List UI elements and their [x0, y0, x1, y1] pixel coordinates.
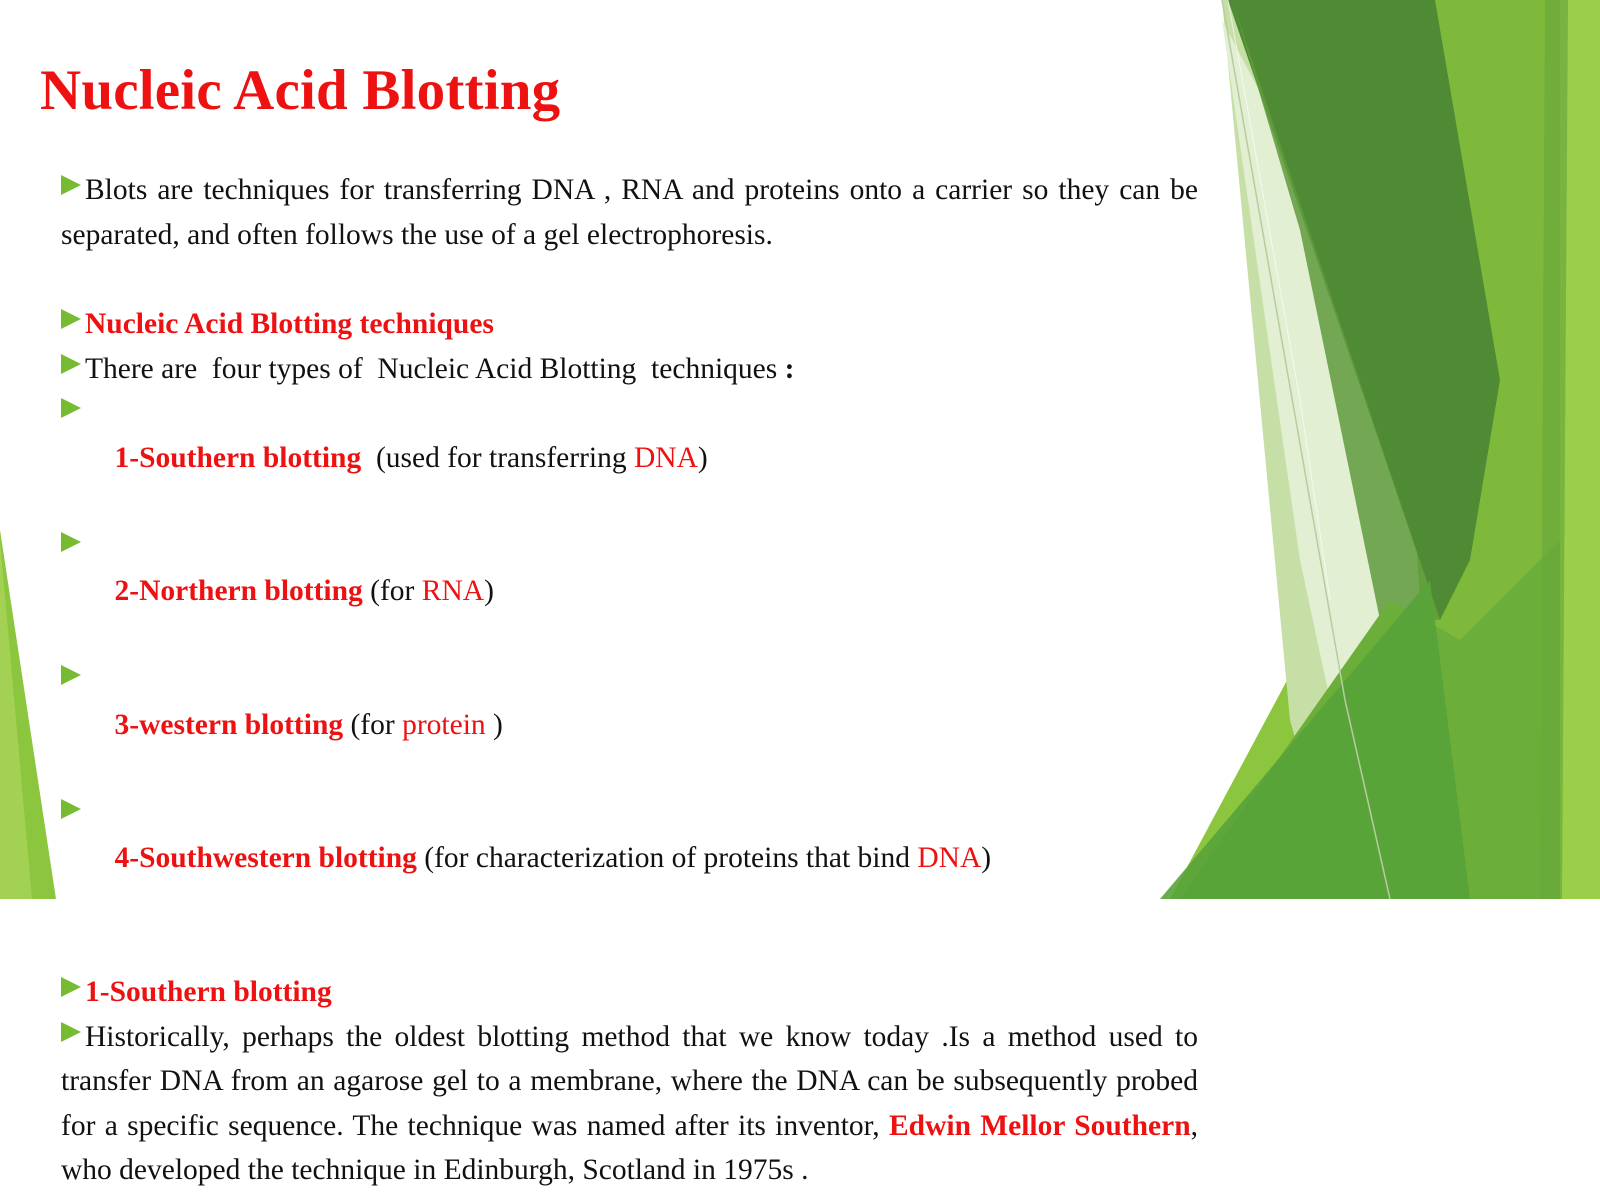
bullet-intro	[61, 168, 1198, 257]
type-close: )	[493, 708, 503, 741]
type-close: )	[697, 441, 708, 474]
type-name: 1-Southern blotting	[114, 441, 362, 474]
type-close: )	[484, 575, 494, 607]
slide-title: Nucleic Acid Blotting	[40, 59, 561, 122]
type-close: )	[981, 842, 992, 874]
southern-text-before: Historically, perhaps the oldest blotting method that we know today .Is a method used to transfer DNA from an agarose gel to a membrane, where the DNA can be subsequently probed for a specific sequence. The technique was named after its inventor,	[61, 1020, 1198, 1142]
type-target: RNA	[421, 575, 485, 607]
type-name: 4-Southwestern blotting	[114, 842, 417, 874]
list-item	[61, 525, 1198, 659]
types-line-colon: :	[784, 352, 795, 385]
inventor-name: Edwin Mellor Southern	[889, 1109, 1191, 1142]
type-target: protein	[402, 708, 494, 741]
bullet-southern-text	[61, 1015, 1198, 1193]
type-name: 3-western blotting	[114, 708, 344, 741]
list-item	[61, 658, 1198, 792]
list-item	[61, 391, 1198, 525]
type-desc: (for characterization of proteins that bind	[416, 842, 918, 874]
intro-text: Blots are techniques for transferring DNA , RNA and proteins onto a carrier so they can be separated, and often follows the use of a gel electrophoresis.	[61, 174, 1198, 251]
slide-body	[61, 168, 1198, 1193]
bullet-techniques-heading	[61, 302, 1198, 347]
techniques-heading: Nucleic Acid Blotting techniques	[85, 308, 494, 340]
southern-heading: 1-Southern blotting	[85, 976, 332, 1008]
types-line-text: There are four types of Nucleic Acid Blotting techniques	[85, 352, 785, 385]
type-desc: (used for transferring	[361, 441, 634, 474]
bullet-southern-heading	[61, 970, 1198, 1015]
southern-text-after: , who developed the technique in Edinburgh, Scotland in 1975s .	[61, 1109, 1199, 1186]
bullet-types-line	[61, 347, 1198, 392]
type-target: DNA	[633, 441, 698, 474]
type-desc: (for	[343, 708, 403, 741]
type-name: 2-Northern blotting	[114, 575, 363, 607]
type-desc: (for	[362, 575, 422, 607]
type-target: DNA	[917, 842, 982, 874]
list-item	[61, 792, 1198, 926]
